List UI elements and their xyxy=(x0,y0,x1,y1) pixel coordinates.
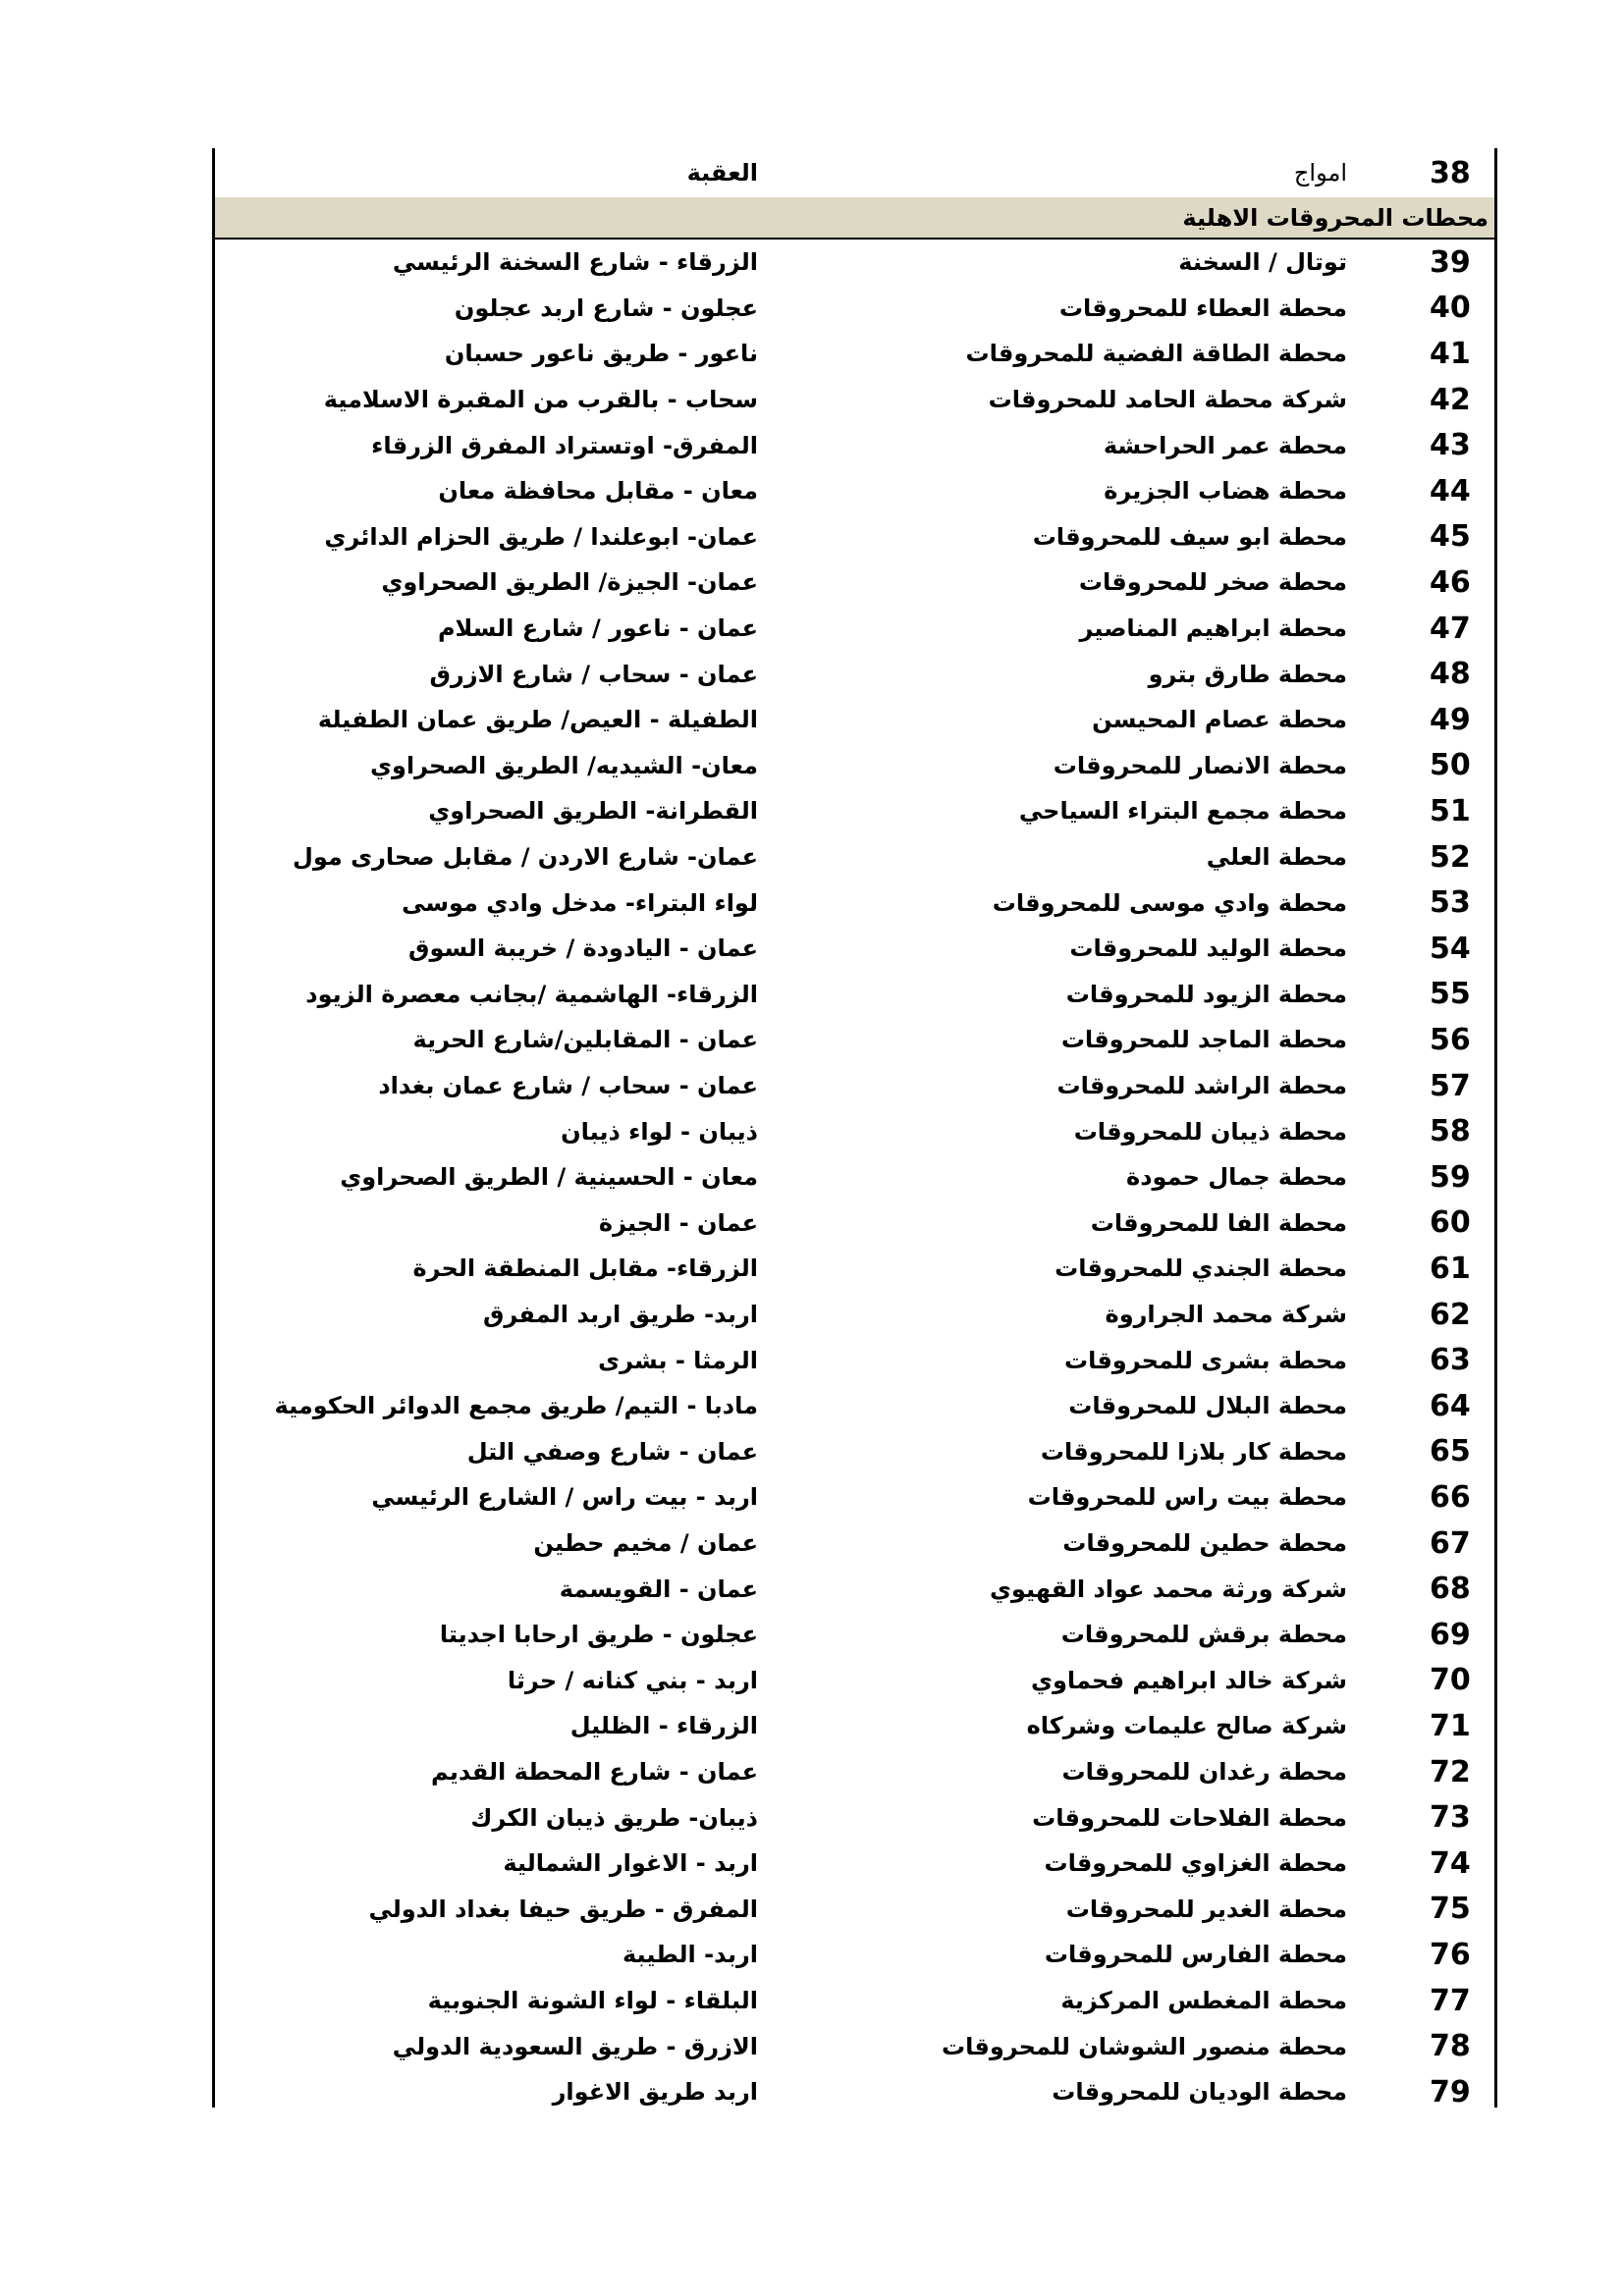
station-name: محطة هضاب الجزيرة xyxy=(1104,477,1347,506)
station-address: عمان - اليادودة / خريبة السوق xyxy=(407,934,758,963)
row-number: 70 xyxy=(1430,1663,1471,1698)
station-name: شركة محطة الحامد للمحروقات xyxy=(988,386,1347,414)
station-address: الزرقاء- مقابل المنطقة الحرة xyxy=(412,1255,758,1283)
table-row xyxy=(215,468,1494,514)
row-number: 45 xyxy=(1430,519,1471,555)
station-address: عمان- الجيزة/ الطريق الصحراوي xyxy=(381,568,758,597)
station-address: ناعور - طريق ناعور حسبان xyxy=(444,340,758,368)
table-row xyxy=(215,1246,1494,1292)
station-address: المفرق- اوتستراد المفرق الزرقاء xyxy=(371,431,758,459)
station-name: محطة بشرى للمحروقات xyxy=(1063,1346,1347,1374)
table-row xyxy=(215,834,1494,881)
row-number: 52 xyxy=(1430,839,1471,875)
station-name: شركة محمد الجراروة xyxy=(1105,1301,1347,1329)
station-name: توتال / السخنة xyxy=(1178,248,1347,277)
table-row xyxy=(215,1201,1494,1247)
station-address: عمان- شارع الاردن / مقابل صحارى مول xyxy=(293,843,758,872)
row-number: 48 xyxy=(1430,657,1471,692)
station-name: محطة الزيود للمحروقات xyxy=(1065,980,1347,1008)
table-row xyxy=(215,1474,1494,1521)
station-name: شركة ورثة محمد عواد القهيوي xyxy=(989,1575,1347,1603)
station-name: محطة رغدان للمحروقات xyxy=(1061,1758,1347,1787)
station-address: اربد- الطيبة xyxy=(623,1941,758,1969)
station-name: محطة الغدير للمحروقات xyxy=(1065,1895,1347,1923)
station-name: محطة طارق بترو xyxy=(1148,660,1347,688)
row-number: 65 xyxy=(1430,1434,1471,1469)
station-address: عمان - الجيزة xyxy=(598,1208,758,1237)
station-name: محطة عمر الحراحشة xyxy=(1103,431,1347,459)
row-number: 73 xyxy=(1430,1800,1471,1836)
table-row xyxy=(215,1749,1494,1795)
station-name: محطة الجندي للمحروقات xyxy=(1055,1255,1347,1283)
station-address: الزرقاء - الظليل xyxy=(569,1712,758,1740)
table-row xyxy=(215,1566,1494,1612)
row-number: 68 xyxy=(1430,1572,1471,1607)
station-address: ذيبان- طريق ذيبان الكرك xyxy=(470,1803,758,1832)
table-row xyxy=(215,560,1494,606)
station-address: الازرق - طريق السعودية الدولي xyxy=(392,2032,758,2060)
station-name: شركة صالح عليمات وشركاه xyxy=(1026,1712,1347,1740)
table-row xyxy=(215,972,1494,1018)
station-name: محطة ابو سيف للمحروقات xyxy=(1032,522,1347,551)
station-address: اربد - بيت راس / الشارع الرئيسي xyxy=(371,1483,758,1512)
row-number: 38 xyxy=(1430,155,1471,190)
table-row xyxy=(215,1337,1494,1383)
table-row xyxy=(215,514,1494,561)
row-number: 75 xyxy=(1430,1892,1471,1927)
row-number: 76 xyxy=(1430,1937,1471,1972)
table-row xyxy=(215,331,1494,377)
table-row xyxy=(215,651,1494,697)
table-row xyxy=(215,2023,1494,2069)
station-address: ذيبان - لواء ذيبان xyxy=(561,1117,758,1146)
station-name: محطة صخر للمحروقات xyxy=(1078,568,1347,597)
station-address: المفرق - طريق حيفا بغداد الدولي xyxy=(368,1895,758,1923)
row-number: 41 xyxy=(1430,336,1471,371)
station-name: محطة حطين للمحروقات xyxy=(1062,1529,1347,1558)
table-row xyxy=(215,422,1494,468)
station-name: محطة العطاء للمحروقات xyxy=(1058,294,1347,322)
station-name: محطة الفا للمحروقات xyxy=(1090,1208,1347,1237)
station-address: عمان- ابوعلندا / طريق الحزام الدائري xyxy=(324,522,758,551)
station-address: الزرقاء - شارع السخنة الرئيسي xyxy=(392,248,758,277)
row-number: 56 xyxy=(1430,1022,1471,1057)
stations-table xyxy=(212,148,1497,2108)
table-row xyxy=(215,1887,1494,1933)
station-address: اربد- طريق اربد المفرق xyxy=(482,1301,758,1329)
table-row xyxy=(215,1383,1494,1429)
station-address: عجلون - طريق ارحابا اجديتا xyxy=(439,1621,758,1649)
table-row xyxy=(215,1932,1494,1978)
station-name: محطة الوليد للمحروقات xyxy=(1069,934,1347,963)
table-row xyxy=(215,1703,1494,1749)
station-name: محطة جمال حمودة xyxy=(1126,1163,1347,1192)
table-row xyxy=(215,240,1494,286)
station-address: معان - مقابل محافظة معان xyxy=(438,477,758,506)
station-address: مادبا - التيم/ طريق مجمع الدوائر الحكومية xyxy=(274,1392,758,1420)
station-name: محطة الوديان للمحروقات xyxy=(1052,2078,1347,2107)
row-number: 43 xyxy=(1430,428,1471,463)
station-address: عمان / مخيم حطين xyxy=(533,1529,758,1558)
row-number: 69 xyxy=(1430,1617,1471,1652)
row-number: 67 xyxy=(1430,1525,1471,1561)
row-number: 40 xyxy=(1430,291,1471,326)
table-row xyxy=(215,1978,1494,2024)
station-name: محطة الفلاحات للمحروقات xyxy=(1032,1803,1347,1832)
station-name: محطة العلي xyxy=(1206,843,1347,872)
station-address: سحاب - بالقرب من المقبرة الاسلامية xyxy=(323,386,758,414)
station-address: عمان - ناعور / شارع السلام xyxy=(437,614,758,643)
station-address: معان - الحسينية / الطريق الصحراوي xyxy=(340,1163,758,1192)
row-number: 62 xyxy=(1430,1297,1471,1332)
station-name: محطة ذيبان للمحروقات xyxy=(1073,1117,1347,1146)
row-number: 47 xyxy=(1430,611,1471,646)
row-number: 79 xyxy=(1430,2074,1471,2109)
station-address: الطفيلة - العيص/ طريق عمان الطفيلة xyxy=(317,706,758,734)
station-address: الرمثا - بشرى xyxy=(598,1346,758,1374)
station-address: اربد - الاغوار الشمالية xyxy=(503,1849,758,1878)
table-row xyxy=(215,2069,1494,2115)
station-name: محطة برقش للمحروقات xyxy=(1060,1621,1347,1649)
table-row xyxy=(215,697,1494,743)
table-row xyxy=(215,1154,1494,1201)
row-number: 51 xyxy=(1430,793,1471,828)
table-row xyxy=(215,788,1494,834)
row-number: 46 xyxy=(1430,564,1471,600)
row-number: 53 xyxy=(1430,885,1471,921)
table-row xyxy=(215,926,1494,972)
table-row xyxy=(215,1063,1494,1109)
table-row xyxy=(215,1292,1494,1338)
row-number: 59 xyxy=(1430,1159,1471,1195)
station-name: محطة كار بلازا للمحروقات xyxy=(1040,1437,1347,1466)
station-name: محطة عصام المحيسن xyxy=(1092,706,1347,734)
row-number: 58 xyxy=(1430,1114,1471,1149)
row-number: 72 xyxy=(1430,1754,1471,1789)
table-row xyxy=(215,1841,1494,1887)
station-address: عمان - المقابلين/شارع الحرية xyxy=(412,1026,758,1054)
row-number: 57 xyxy=(1430,1068,1471,1103)
row-number: 42 xyxy=(1430,382,1471,417)
row-number: 77 xyxy=(1430,1983,1471,2018)
table-row xyxy=(215,1108,1494,1154)
station-name: محطة الراشد للمحروقات xyxy=(1056,1072,1347,1100)
station-address: القطرانة- الطريق الصحراوي xyxy=(428,797,758,826)
table-row xyxy=(215,880,1494,926)
row-number: 49 xyxy=(1430,702,1471,737)
row-number: 60 xyxy=(1430,1205,1471,1241)
table-row xyxy=(215,286,1494,332)
table-row xyxy=(215,606,1494,652)
row-number: 44 xyxy=(1430,473,1471,508)
table-row xyxy=(215,1612,1494,1658)
station-name: محطة منصور الشوشان للمحروقات xyxy=(941,2032,1347,2060)
station-name: محطة الماجد للمحروقات xyxy=(1060,1026,1347,1054)
station-name: محطة الانصار للمحروقات xyxy=(1053,751,1347,779)
row-number: 71 xyxy=(1430,1708,1471,1743)
station-address: عجلون - شارع اربد عجلون xyxy=(454,294,758,322)
row-number: 78 xyxy=(1430,2029,1471,2064)
station-address: البلقاء - لواء الشونة الجنوبية xyxy=(427,1987,758,2015)
station-name: محطة مجمع البتراء السياحي xyxy=(1018,797,1347,826)
row-number: 55 xyxy=(1430,977,1471,1012)
station-address: الزرقاء- الهاشمية /بجانب معصرة الزيود xyxy=(305,980,758,1008)
table-row xyxy=(215,743,1494,789)
station-address: عمان - سحاب / شارع الازرق xyxy=(429,660,758,688)
row-number: 50 xyxy=(1430,748,1471,783)
section-header xyxy=(215,197,1494,240)
station-name: محطة ابراهيم المناصير xyxy=(1079,614,1347,643)
station-address: اربد طريق الاغوار xyxy=(552,2078,758,2107)
row-number: 39 xyxy=(1430,244,1471,280)
station-name: محطة بيت راس للمحروقات xyxy=(1027,1483,1347,1512)
station-name: محطة البلال للمحروقات xyxy=(1068,1392,1347,1420)
station-address: العقبة xyxy=(686,159,758,187)
station-name: محطة الفارس للمحروقات xyxy=(1044,1941,1347,1969)
station-address: عمان - شارع المحطة القديم xyxy=(431,1758,758,1787)
table-row xyxy=(215,377,1494,423)
station-name: امواج xyxy=(1293,159,1347,187)
table-row xyxy=(215,1794,1494,1841)
section-title: محطات المحروقات الاهلية xyxy=(1182,203,1489,232)
station-name: محطة وادي موسى للمحروقات xyxy=(992,888,1347,917)
table-row xyxy=(215,1658,1494,1704)
station-address: لواء البتراء- مدخل وادي موسى xyxy=(402,888,758,917)
row-number: 74 xyxy=(1430,1845,1471,1881)
table-row xyxy=(215,148,1494,200)
row-number: 61 xyxy=(1430,1251,1471,1286)
row-number: 63 xyxy=(1430,1343,1471,1378)
station-address: معان- الشيديه/ الطريق الصحراوي xyxy=(369,751,758,779)
station-name: محطة المغطس المركزية xyxy=(1060,1987,1347,2015)
station-address: اربد - بني كنانه / حرثا xyxy=(507,1666,758,1694)
row-number: 66 xyxy=(1430,1479,1471,1515)
station-name: محطة الغزاوي للمحروقات xyxy=(1044,1849,1347,1878)
table-row xyxy=(215,1521,1494,1567)
station-name: محطة الطاقة الفضية للمحروقات xyxy=(965,340,1347,368)
station-address: عمان - شارع وصفي التل xyxy=(466,1437,758,1466)
station-address: عمان - سحاب / شارع عمان بغداد xyxy=(378,1072,758,1100)
row-number: 54 xyxy=(1430,931,1471,966)
table-row xyxy=(215,1017,1494,1063)
station-address: عمان - القويسمة xyxy=(559,1575,758,1603)
station-name: شركة خالد ابراهيم فحماوي xyxy=(1031,1666,1347,1694)
row-number: 64 xyxy=(1430,1388,1471,1423)
table-row xyxy=(215,1429,1494,1475)
